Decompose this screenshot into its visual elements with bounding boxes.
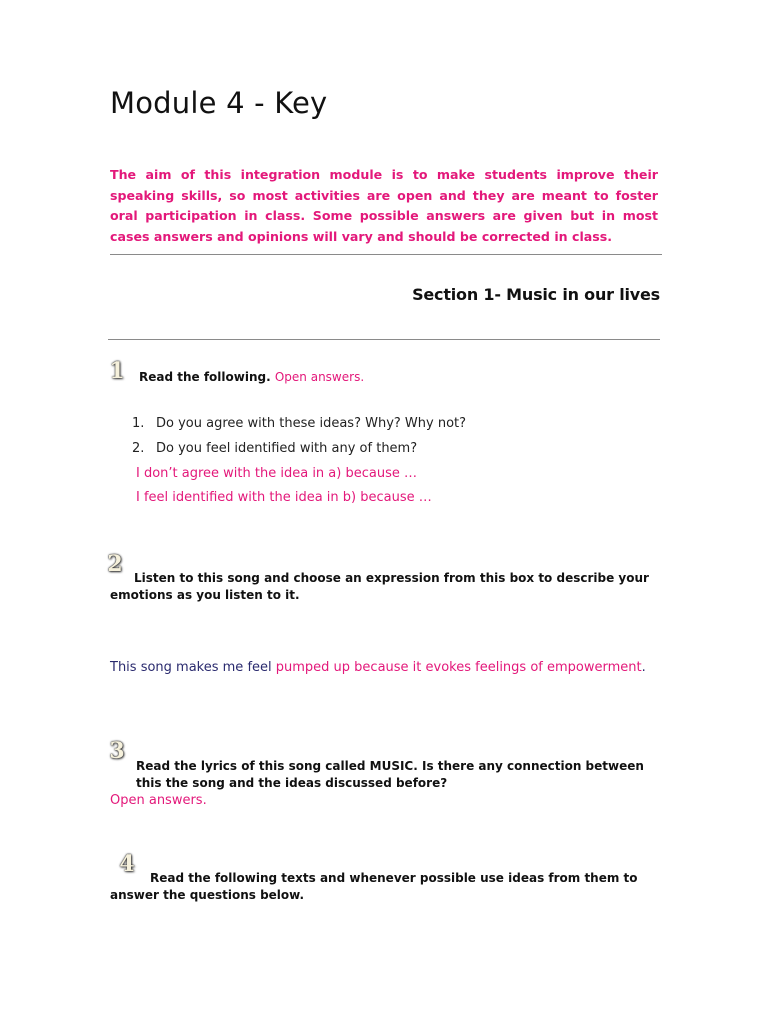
question-number: 2. [132,441,145,456]
question-text: Do you agree with these ideas? Why? Why not? [156,416,467,431]
divider-section [108,339,660,340]
activity-4-instruction: Read the following texts and whenever possible use ideas from them to answer the questions below. [110,871,638,902]
activity-1-note: Open answers. [274,370,365,384]
answer-line: I don’t agree with the idea in a) because … [136,466,417,481]
activity-2-answer-sentence [110,656,658,681]
question-item [132,416,466,431]
activity-3-note: Open answers. [110,793,207,808]
question-text: Do you feel identified with any of them? [156,441,418,456]
activity-number-badge: 4 [119,851,135,877]
activity-1-instruction [139,369,364,386]
activity-number-badge: 2 [107,551,123,577]
page-title: Module 4 - Key [110,86,328,120]
sentence-answer: pumped up because it evokes feelings of empowerment [275,660,642,675]
answer-line: I feel identified with the idea in b) because … [136,490,432,505]
question-item [132,441,417,456]
question-number: 1. [132,416,145,431]
divider-top [110,254,662,255]
activity-number-badge: 1 [109,358,125,384]
activity-2-instruction: Listen to this song and choose an expression from this box to describe your emotions as you listen to it. [110,571,649,602]
activity-1-instruction-text: Read the following. [139,370,271,384]
activity-number-badge: 3 [109,738,125,764]
activity-3-instruction: Read the lyrics of this song called MUSIC. Is there any connection between this the song and the ideas discussed before? [136,759,644,790]
section-title: Section 1- Music in our lives [412,285,660,304]
sentence-start: This song makes me feel [110,660,276,675]
intro-paragraph: The aim of this integration module is to make students improve their speaking skills, so most activities are open and they are meant to foster oral participation in class. Some possible answers are given but in most cases answers and opinions will vary and should be corrected in class. [110,167,658,244]
sentence-end: . [641,660,646,675]
